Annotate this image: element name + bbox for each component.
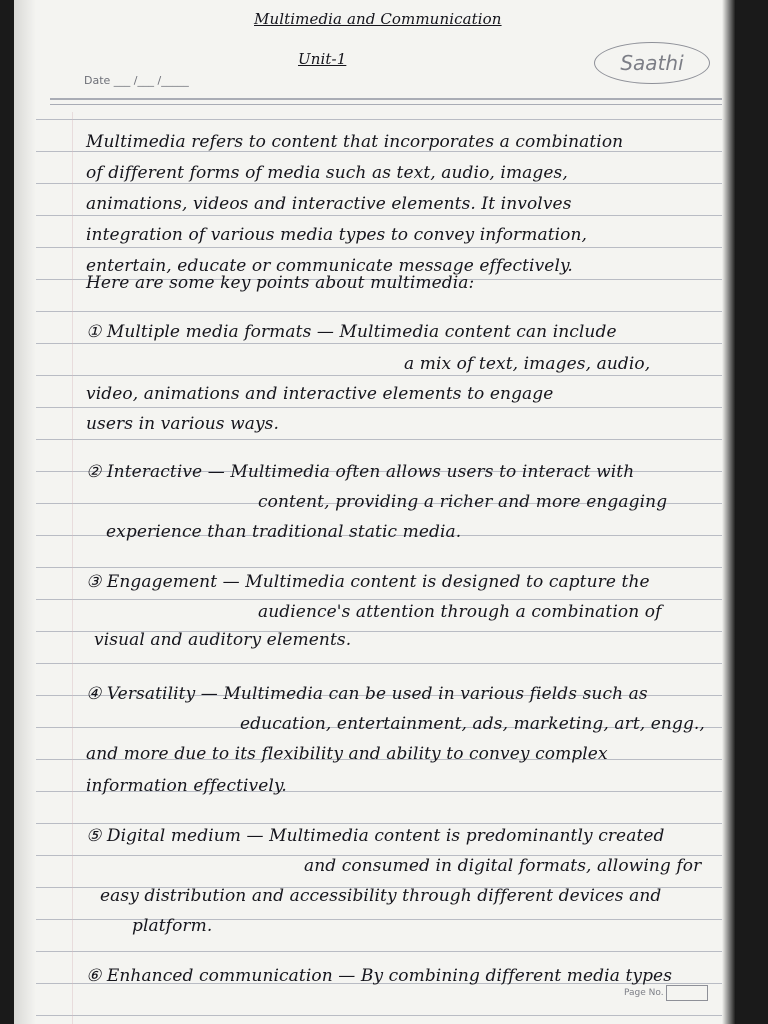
point-2-line-3: experience than traditional static media. <box>106 522 462 542</box>
unit-heading: Unit-1 <box>298 50 347 68</box>
point-3-line-2: audience's attention through a combination of <box>258 602 662 622</box>
page-number-label: Page No. <box>624 988 664 998</box>
intro-line-6: Here are some key points about multimedia: <box>86 273 475 293</box>
notebook-page <box>14 0 736 1024</box>
point-5-line-2: and consumed in digital formats, allowing for <box>304 856 702 876</box>
point-3-line-1: ③ Engagement — Multimedia content is designed to capture the <box>86 572 650 592</box>
intro-line-4: integration of various media types to convey information, <box>86 225 588 245</box>
point-4-line-2: education, entertainment, ads, marketing, art, engg., <box>240 714 705 734</box>
header-rule <box>50 98 722 100</box>
intro-line-1: Multimedia refers to content that incorporates a combination <box>86 132 624 152</box>
point-2-line-1: ② Interactive — Multimedia often allows users to interact with <box>86 462 635 482</box>
point-3-line-3: visual and auditory elements. <box>94 630 352 650</box>
point-1-line-1: ① Multiple media formats — Multimedia content can include <box>86 322 617 342</box>
header-rule-secondary <box>50 104 722 105</box>
intro-line-3: animations, videos and interactive elements. It involves <box>86 194 572 214</box>
point-5-line-3: easy distribution and accessibility through different devices and <box>100 886 662 906</box>
point-2-line-2: content, providing a richer and more engaging <box>258 492 668 512</box>
point-1-line-3: video, animations and interactive elements to engage <box>86 384 554 404</box>
page-edge-left <box>14 0 36 1024</box>
point-4-line-4: information effectively. <box>86 776 287 796</box>
page-title: Multimedia and Communication <box>254 10 502 28</box>
point-4-line-3: and more due to its flexibility and ability to convey complex <box>86 744 608 764</box>
brand-name: Saathi <box>620 51 684 75</box>
margin-line <box>72 0 73 1024</box>
point-5-line-4: platform. <box>132 916 213 936</box>
page-number-field <box>614 985 724 1003</box>
intro-line-5: entertain, educate or communicate message effectively. <box>86 256 573 276</box>
intro-line-2: of different forms of media such as text, audio, images, <box>86 163 568 183</box>
point-1-line-4: users in various ways. <box>86 414 280 434</box>
point-6-line-1: ⑥ Enhanced communication — By combining different media types <box>86 966 673 986</box>
page-edge-right <box>722 0 736 1024</box>
date-label: Date ___ /___ /_____ <box>84 74 189 87</box>
point-5-line-1: ⑤ Digital medium — Multimedia content is predominantly created <box>86 826 665 846</box>
brand-logo <box>594 42 710 84</box>
page-number-box <box>666 985 708 1001</box>
point-4-line-1: ④ Versatility — Multimedia can be used in various fields such as <box>86 684 648 704</box>
point-1-line-2: a mix of text, images, audio, <box>404 354 651 374</box>
